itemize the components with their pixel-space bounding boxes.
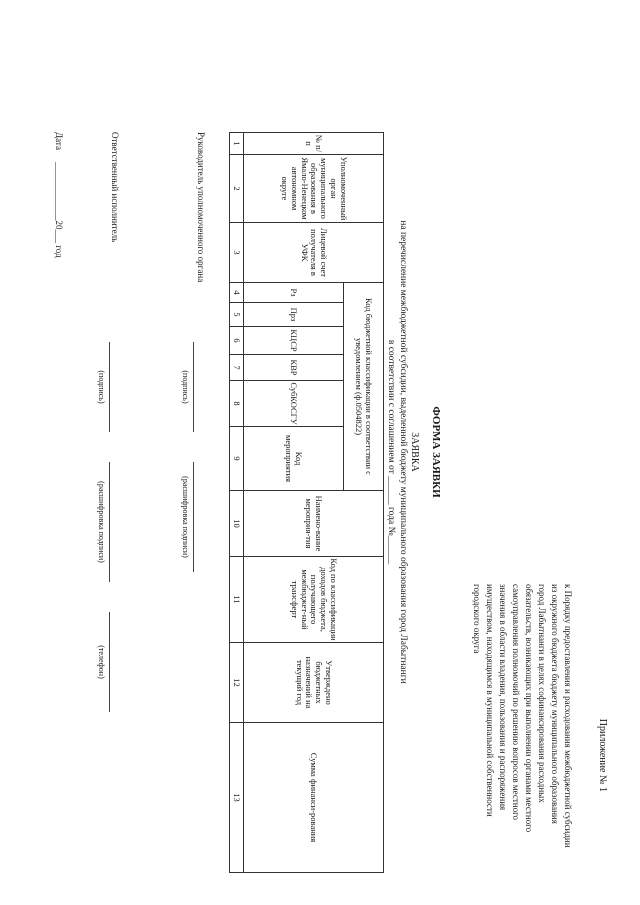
header-kcsr: КЦСР <box>243 327 343 355</box>
col-number: 4 <box>229 283 243 303</box>
header-account: Лицевой счет получателя в УФК <box>243 223 383 283</box>
header-subkosgu: СубКОСГУ <box>243 381 343 427</box>
col-number: 1 <box>229 133 243 155</box>
date-label: Дата <box>54 132 64 150</box>
col-number: 8 <box>229 381 243 427</box>
header-approved: Утверждено бюджетных назначений на текущий год <box>243 643 383 723</box>
header-sum: Сумма финанси-рования <box>243 723 383 873</box>
header-organ: Уполномоченный орган муниципального образования в Ямало-Ненецком автономном округе <box>243 155 383 223</box>
header-event-code: Код мероприятия <box>243 427 343 491</box>
request-line-2: в соответствии с соглашением от ______ года №______ <box>386 339 396 565</box>
header-rz: Рз <box>243 283 343 303</box>
intro-line: город Лабытнанги в целях софинансирования расходных <box>537 584 547 803</box>
phone-caption: (телефон) <box>97 645 106 679</box>
col-number: 3 <box>229 223 243 283</box>
col-number: 12 <box>229 643 243 723</box>
header-event-name: Наимено-вание мероприя-тия <box>243 491 383 557</box>
col-number: 13 <box>229 723 243 873</box>
header-kvr: КВР <box>243 355 343 381</box>
rotated-landscape-page <box>20 12 620 892</box>
phone-line <box>109 612 110 712</box>
intro-line: из окружного бюджета бюджету муниципального образования <box>550 584 560 824</box>
signature-caption: (подпись) <box>181 370 190 404</box>
appendix-title: Приложение № 1 <box>597 718 608 792</box>
header-budget-code: Код бюджетной классификации в соответствии с уведомлением (ф.0504822) <box>343 283 383 491</box>
date-line: _____________20___ год <box>54 162 64 258</box>
col-number: 5 <box>229 303 243 327</box>
col-number: 2 <box>229 155 243 223</box>
form-title: ФОРМА ЗАЯВКИ <box>430 406 442 498</box>
signature-line <box>109 342 110 432</box>
intro-line: имуществом, находящимся в муниципальной собственности <box>485 584 495 817</box>
request-line-1: на перечисление межбюджетной субсидии, выделенной бюджету муниципального образования город Лабытнанги <box>398 220 408 684</box>
intro-line: городского округа <box>472 584 482 654</box>
col-number: 11 <box>229 557 243 643</box>
signature-line <box>193 342 194 432</box>
head-label: Руководитель уполномоченного органа <box>196 132 206 283</box>
col-number: 10 <box>229 491 243 557</box>
intro-line: самоуправления полномочий по решению вопросов местного <box>511 584 521 821</box>
decode-caption: (расшифровка подписи) <box>97 481 106 563</box>
col-number: 9 <box>229 427 243 491</box>
decode-line <box>109 462 110 582</box>
intro-line: к Порядку предоставления и расходования межбюджетной субсидии <box>563 584 573 848</box>
header-income-code: Код по классификации доходов бюджета, получающего межбюджет-ный трансферт <box>243 557 383 643</box>
col-number: 7 <box>229 355 243 381</box>
col-number: 6 <box>229 327 243 355</box>
intro-line: обязательств, возникающих при выполнении органами местного <box>524 584 534 833</box>
decode-caption: (расшифровка подписи) <box>181 476 190 558</box>
request-table <box>229 132 384 873</box>
request-title: ЗАЯВКА <box>409 432 420 472</box>
intro-line: значения в области владения, пользования и распоряжения <box>498 584 508 811</box>
header-num: № п/п <box>243 133 383 155</box>
signature-caption: (подпись) <box>97 370 106 404</box>
executor-label: Ответственный исполнитель <box>110 132 120 243</box>
header-prz: Прз <box>243 303 343 327</box>
decode-line <box>193 462 194 572</box>
